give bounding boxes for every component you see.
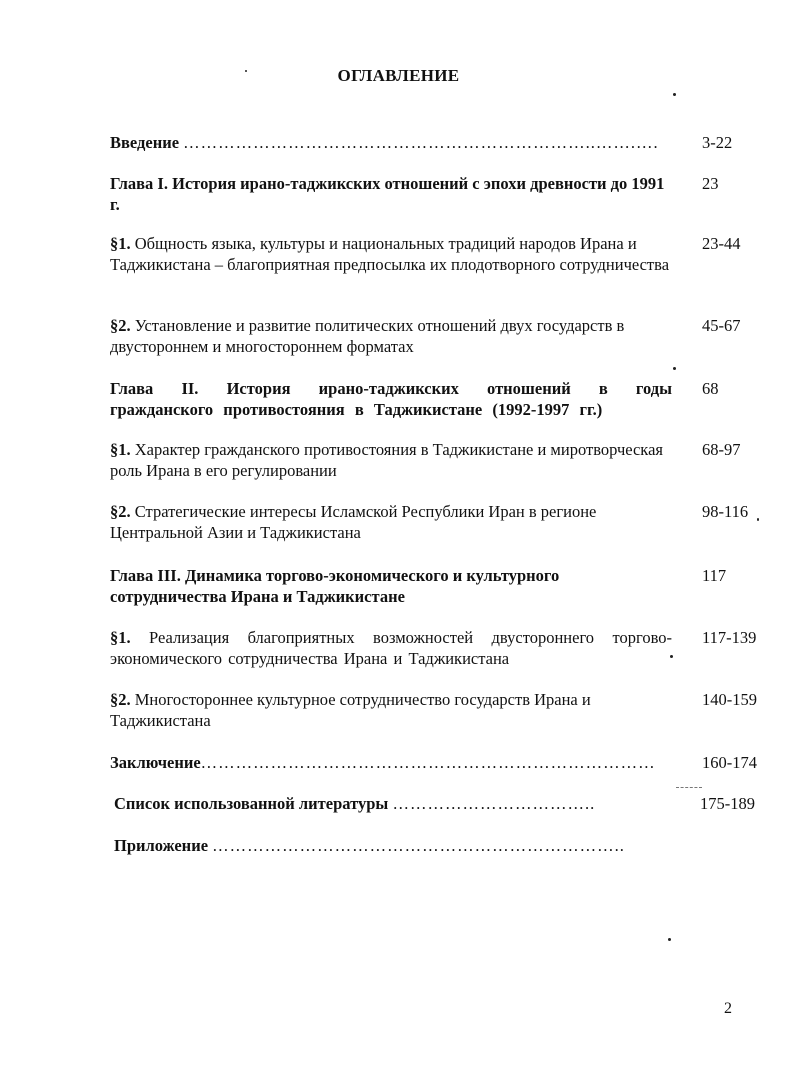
- entry-label: §1.: [110, 234, 131, 253]
- entry-label: Глава III.: [110, 566, 181, 585]
- entry-text: Многостороннее культурное сотрудничество государств Ирана и Таджикистана: [110, 690, 591, 730]
- entry-label: Глава I.: [110, 174, 168, 193]
- entry-label: Глава II.: [110, 379, 199, 398]
- entry-text: Стратегические интересы Исламской Республики Иран в регионе Центральной Азии и Таджикистана: [110, 502, 597, 542]
- toc-entry-introduction: [110, 132, 790, 153]
- scan-speck: [245, 70, 247, 72]
- entry-label: §2.: [110, 502, 131, 521]
- entry-text: Динамика торгово-экономического и культурного сотрудничества Ирана и Таджикистане: [110, 566, 560, 606]
- entry-page: 117-139: [702, 628, 757, 647]
- entry-text: Характер гражданского противостояния в Таджикистане и миротворческая роль Ирана в его регулировании: [110, 440, 663, 480]
- entry-label: §1.: [110, 628, 131, 647]
- toc-entry-appendix: [114, 835, 794, 856]
- toc-entry-bibliography: [114, 793, 794, 814]
- entry-label: §2.: [110, 316, 131, 335]
- entry-label: Приложение: [114, 836, 209, 855]
- entry-text: История ирано-таджикских отношений в годы гражданского противостояния в Таджикистане (1992-1997 гг.): [110, 379, 673, 419]
- entry-page: 68-97: [702, 440, 741, 459]
- page-number: 2: [724, 1000, 732, 1017]
- page-title: ОГЛАВЛЕНИЕ: [337, 66, 460, 85]
- entry-page: 68: [702, 379, 719, 398]
- entry-label: §2.: [110, 690, 131, 709]
- entry-text: Общность языка, культуры и национальных традиций народов Ирана и Таджикистана – благоприятная предпосылка их плодотворного сотрудничества: [110, 234, 670, 274]
- toc-entry-conclusion: [110, 752, 790, 773]
- entry-label: Введение: [110, 133, 180, 152]
- entry-label: Список использованной литературы: [114, 794, 389, 813]
- scan-speck: [757, 518, 759, 521]
- entry-label: §1.: [110, 440, 131, 459]
- entry-page: 117: [702, 566, 727, 585]
- entry-page: 160-174: [702, 753, 757, 772]
- entry-page: 175-189: [700, 794, 755, 813]
- scan-speck: [673, 93, 676, 96]
- entry-page: 23-44: [702, 234, 741, 253]
- dot-leader: ……………………………………………………………………: [200, 753, 656, 772]
- scan-speck: [668, 938, 671, 941]
- dot-leader: ……………………………………………………………..…….….: [183, 133, 659, 152]
- entry-page: 140-159: [702, 690, 757, 709]
- entry-page: 98-116: [702, 502, 749, 521]
- dot-leader: ……………………………………………………………..: [212, 836, 625, 855]
- entry-text: Установление и развитие политических отношений двух государств в двустороннем и многостороннем форматах: [110, 316, 625, 356]
- dot-leader: ……………………………..: [392, 794, 596, 813]
- entry-page: 3-22: [702, 133, 733, 152]
- scan-mark: [676, 787, 702, 789]
- entry-text: История ирано-таджикских отношений с эпохи древности до 1991 г.: [110, 174, 665, 214]
- entry-page: 45-67: [702, 316, 741, 335]
- entry-page: 23: [702, 174, 719, 193]
- scan-speck: [670, 655, 673, 658]
- scan-speck: [673, 367, 676, 370]
- entry-label: Заключение: [110, 753, 201, 772]
- entry-text: Реализация благоприятных возможностей двустороннего торгово-экономического сотрудничества Ирана и Таджикистана: [110, 628, 672, 668]
